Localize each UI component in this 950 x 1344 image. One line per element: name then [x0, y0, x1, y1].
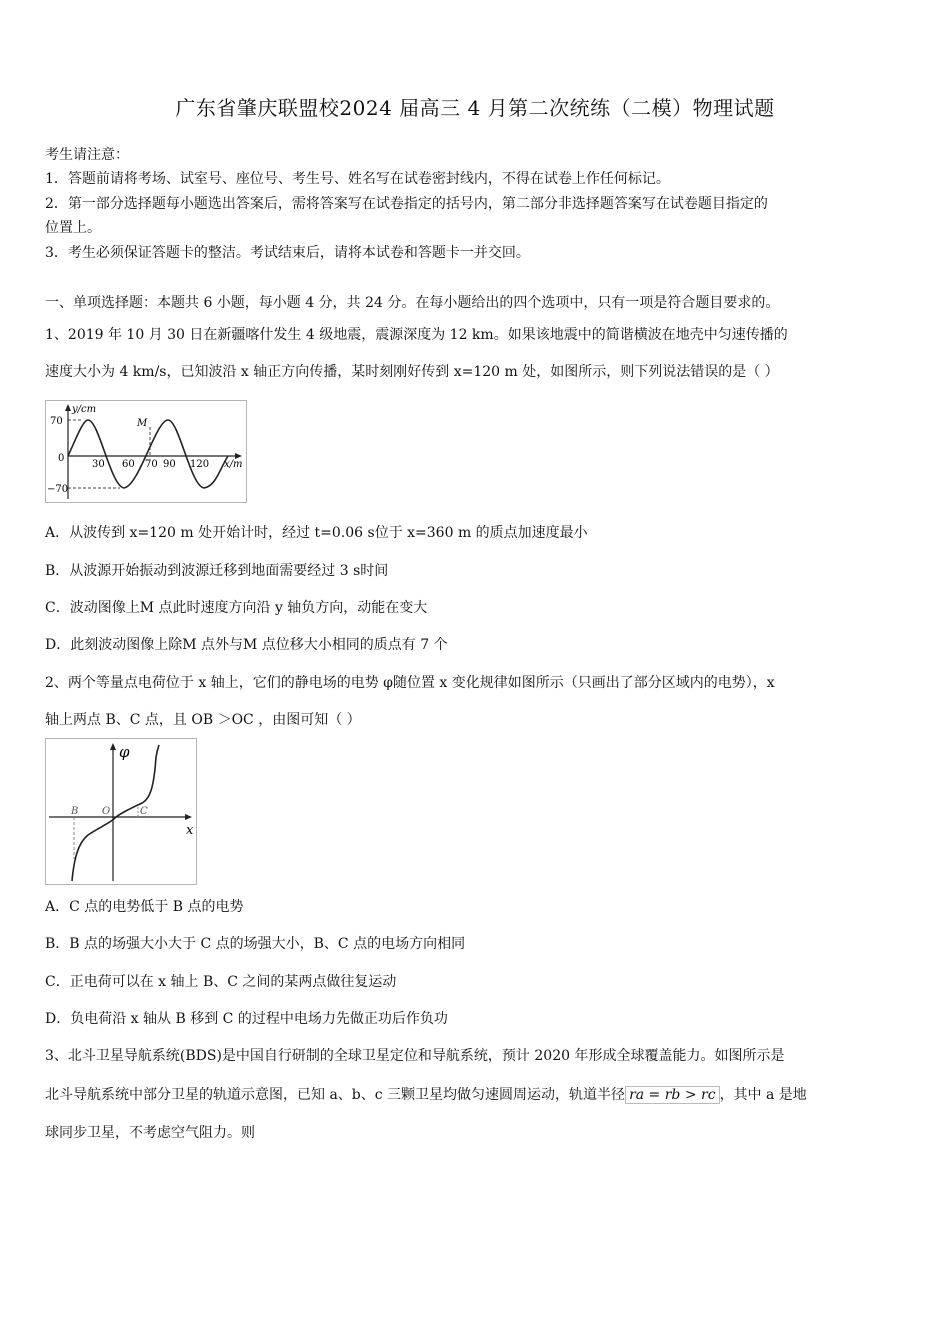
q2-stem-line: 2、两个等量点电荷位于 x 轴上，它们的静电场的电势 φ随位置 x 变化规律如图所示（只画出了部分区域内的电势），x [45, 675, 775, 691]
potential-graph-figure [45, 738, 197, 885]
wave-graph-figure [45, 400, 247, 503]
y-axis-arrow-icon [110, 743, 116, 750]
q3-stem-line [45, 1086, 807, 1104]
q2-option-d: D．负电荷沿 x 轴从 B 移到 C 的过程中电场力先做正功后作负功 [45, 1011, 448, 1027]
notice-item: 位置上。 [45, 220, 101, 236]
q3-stem-line: 球同步卫星，不考虑空气阻力。则 [45, 1125, 255, 1141]
section-heading: 一、单项选择题：本题共 6 小题，每小题 4 分，共 24 分。在每小题给出的四个选项中，只有一项是符合题目要求的。 [45, 295, 780, 311]
y-tick-label: 70 [50, 416, 63, 427]
q1-option-b: B．从波源开始振动到波源迁移到地面需要经过 3 s时间 [45, 563, 389, 579]
q3-text: ，其中 a 是地 [719, 1087, 807, 1103]
y-axis-arrow-icon [65, 404, 71, 411]
q1-option-c: C．波动图像上M 点此时速度方向沿 y 轴负方向，动能在变大 [45, 600, 428, 616]
x-tick-label: 120 [190, 459, 210, 470]
q1-stem-line: 1、2019 年 10 月 30 日在新疆喀什发生 4 级地震，震源深度为 12 km。如果该地震中的简谐横波在地壳中匀速传播的 [45, 327, 788, 343]
point-b-label: B [71, 806, 79, 817]
origin-label: O [102, 806, 111, 817]
q2-stem-line: 轴上两点 B、C 点，且 OB ＞OC ，由图可知（ ） [45, 712, 361, 728]
potential-graph [46, 739, 196, 884]
origin-label: 0 [58, 453, 65, 464]
x-tick-label: 90 [163, 459, 176, 470]
q1-stem-line: 速度大小为 4 km/s，已知波沿 x 轴正方向传播，某时刻刚好传到 x=120 m 处，如图所示，则下列说法错误的是（ ） [45, 364, 779, 380]
q3-text: 北斗导航系统中部分卫星的轨道示意图，已知 a、b、c 三颗卫星均做匀速圆周运动，轨道半径 [45, 1087, 626, 1103]
x-axis-label: x [186, 823, 194, 838]
exam-title: 广东省肇庆联盟校2024 届高三 4 月第二次统练（二模）物理试题 [175, 96, 775, 120]
q1-option-d: D．此刻波动图像上除M 点外与M 点位移大小相同的质点有 7 个 [45, 637, 448, 653]
notice-item: 3．考生必须保证答题卡的整洁。考试结束后，请将本试卷和答题卡一并交回。 [45, 245, 530, 261]
x-tick-label: 60 [122, 459, 135, 470]
notice-item: 2．第一部分选择题每小题选出答案后，需将答案写在试卷指定的括号内，第二部分非选择题答案写在试卷题目指定的 [45, 196, 768, 212]
y-axis-label: y/cm [72, 404, 97, 415]
q2-option-b: B．B 点的场强大小大于 C 点的场强大小，B、C 点的电场方向相同 [45, 936, 466, 952]
radius-formula: ra = rb > rc [625, 1086, 720, 1104]
point-m-label: M [137, 418, 148, 429]
q3-stem-line: 3、北斗卫星导航系统(BDS)是中国自行研制的全球卫星定位和导航系统，预计 2020 年形成全球覆盖能力。如图所示是 [45, 1048, 785, 1064]
point-c-label: C [140, 806, 148, 817]
y-tick-label: −70 [47, 484, 69, 495]
q1-option-a: A．从波传到 x=120 m 处开始计时，经过 t=0.06 s位于 x=360 m 的质点加速度最小 [45, 525, 588, 541]
q2-option-a: A．C 点的电势低于 B 点的电势 [45, 899, 244, 915]
notice-heading: 考生请注意： [45, 147, 129, 163]
wave-graph [46, 401, 246, 502]
x-axis-arrow-icon [185, 814, 192, 820]
x-tick-label: 70 [145, 459, 158, 470]
notice-item: 1．答题前请将考场、试室号、座位号、考生号、姓名写在试卷密封线内，不得在试卷上作任何标记。 [45, 171, 670, 187]
y-axis-label: φ [119, 743, 130, 761]
x-axis-label: x/m [224, 459, 243, 470]
q2-option-c: C．正电荷可以在 x 轴上 B、C 之间的某两点做往复运动 [45, 974, 397, 990]
wave-curve [68, 420, 228, 488]
x-tick-label: 30 [92, 459, 105, 470]
